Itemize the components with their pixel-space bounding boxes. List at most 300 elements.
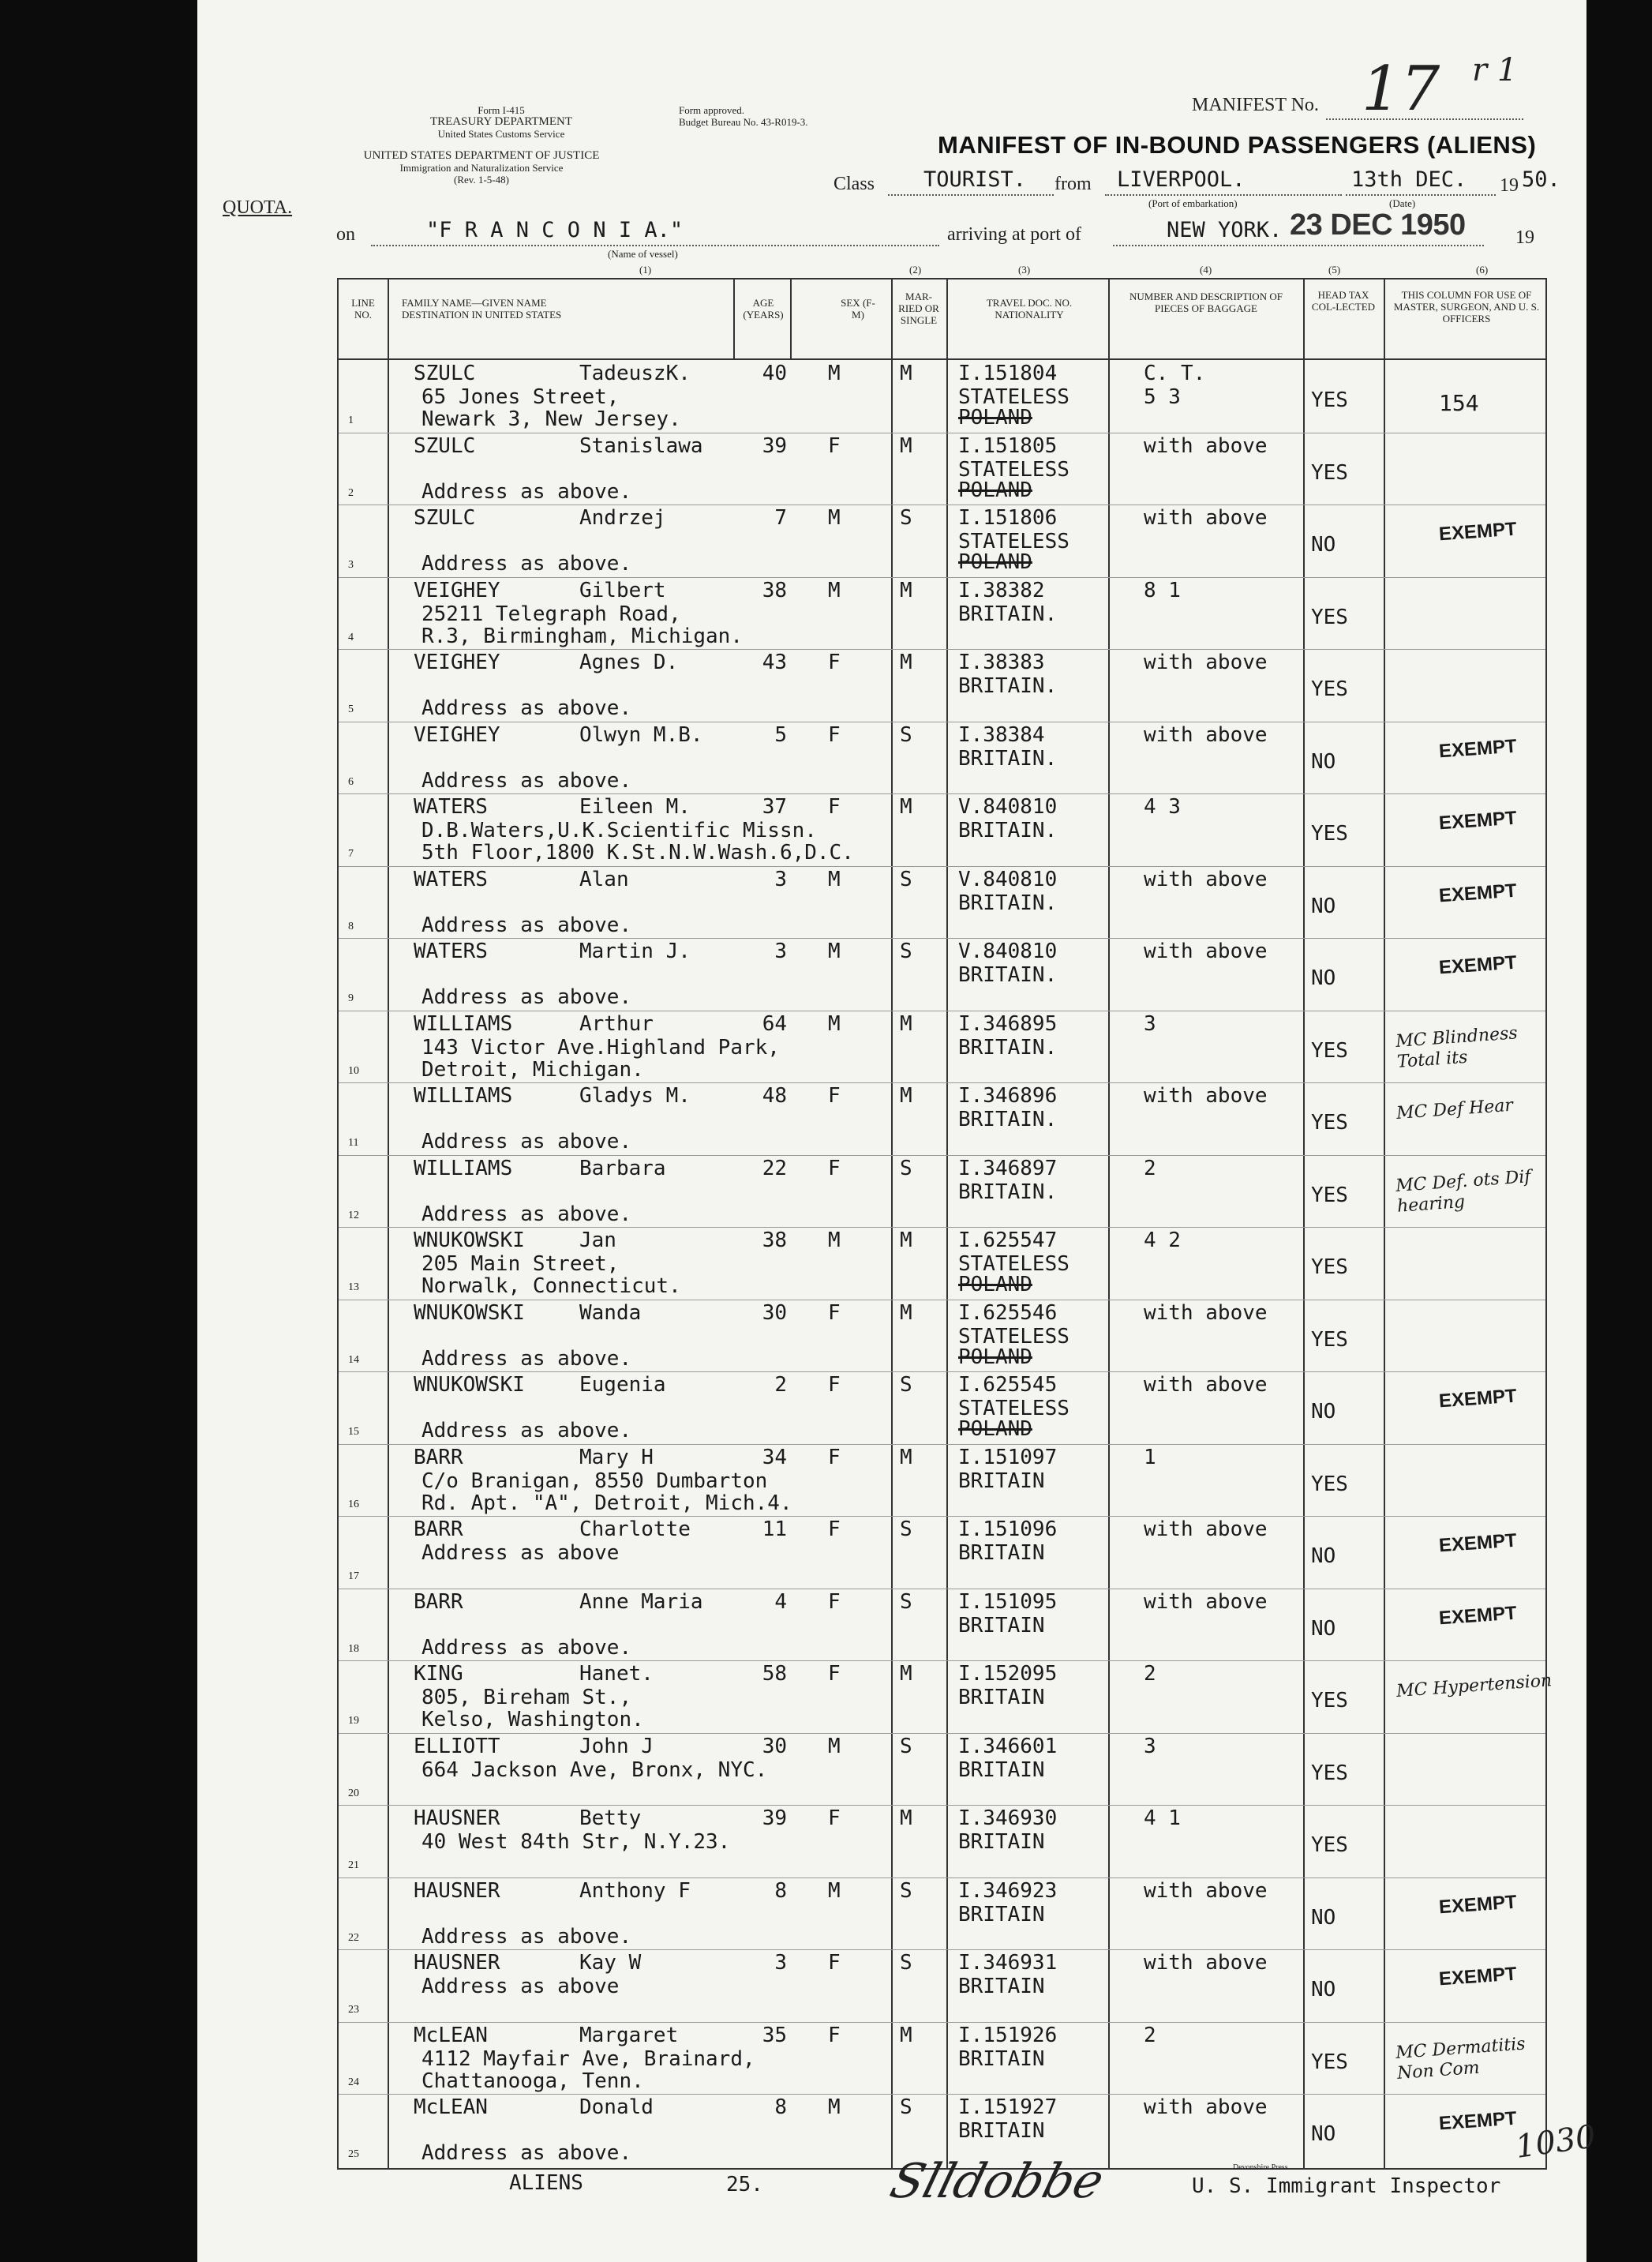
given-name: John J — [579, 1734, 654, 1758]
family-name: ELLIOTT — [414, 1734, 500, 1758]
head-tax: YES — [1311, 605, 1348, 629]
nationality: BRITAIN — [958, 1469, 1045, 1493]
baggage: with above — [1144, 1300, 1268, 1325]
form-block: Form I-415 TREASURY DEPARTMENT United States Customs Service — [429, 104, 573, 140]
age: 48 — [762, 1084, 787, 1108]
marital-status: M — [900, 1806, 912, 1830]
given-name: Alan — [579, 867, 629, 891]
travel-doc-number: I.346930 — [958, 1806, 1058, 1830]
nationality: BRITAIN — [958, 2119, 1045, 2143]
baggage: with above — [1144, 2095, 1268, 2119]
head-tax: YES — [1311, 677, 1348, 701]
marital-status: M — [900, 1229, 912, 1252]
age: 30 — [762, 1734, 787, 1758]
marital-status: S — [900, 940, 912, 963]
destination-line-1: 205 Main Street, — [421, 1252, 620, 1276]
travel-doc-number: V.840810 — [958, 867, 1058, 891]
sex: M — [828, 1229, 841, 1252]
struck-nationality: POLAND — [958, 478, 1032, 502]
officer-note: EXEMPT — [1438, 735, 1518, 762]
given-name: Jan — [579, 1229, 616, 1252]
nationality: BRITAIN — [958, 1975, 1045, 1998]
line-number: 12 — [348, 1209, 359, 1221]
port-of-embarkation: LIVERPOOL. — [1117, 167, 1246, 192]
destination-line-1: Address as above — [421, 1541, 620, 1565]
given-name: Betty — [579, 1806, 642, 1830]
arrival-year-prefix: 19 — [1515, 227, 1534, 248]
column-number: (1) — [639, 264, 652, 276]
column-number: (3) — [1018, 264, 1031, 276]
marital-status: S — [900, 1951, 912, 1975]
destination-line-2: Rd. Apt. "A", Detroit, Mich.4. — [421, 1491, 792, 1515]
class-value: TOURIST. — [923, 167, 1027, 192]
struck-nationality: POLAND — [958, 1345, 1032, 1369]
sex: M — [828, 2095, 841, 2119]
marital-status: S — [900, 867, 912, 891]
inspector-signature: Slldobbe — [884, 2154, 1110, 2209]
given-name: Gladys M. — [579, 1084, 691, 1108]
family-name: KING — [414, 1662, 463, 1686]
head-tax: NO — [1311, 1905, 1336, 1930]
baggage: with above — [1144, 1517, 1268, 1541]
port-caption: (Port of embarkation) — [1148, 197, 1238, 209]
marital-status: S — [900, 506, 912, 530]
baggage: with above — [1144, 940, 1268, 963]
year-prefix: 19 — [1500, 175, 1519, 196]
family-name: WILLIAMS — [414, 1084, 513, 1108]
passenger-table — [337, 278, 1553, 2170]
travel-doc-number: I.346895 — [958, 1011, 1058, 1036]
head-tax: YES — [1311, 1472, 1348, 1496]
baggage: 4 3 — [1144, 795, 1181, 819]
travel-doc-number: I.151097 — [958, 1445, 1058, 1469]
officer-note: EXEMPT — [1438, 1529, 1518, 1557]
baggage: 3 — [1144, 1734, 1156, 1758]
sex: M — [828, 867, 841, 891]
age: 30 — [762, 1300, 787, 1325]
travel-doc-number: V.840810 — [958, 795, 1058, 819]
sex: M — [828, 1734, 841, 1758]
sex: F — [828, 651, 841, 674]
age: 11 — [762, 1517, 787, 1541]
marital-status: M — [900, 1300, 912, 1325]
destination-line-2: Address as above. — [421, 696, 632, 720]
age: 35 — [762, 2023, 787, 2047]
destination-line-2: Address as above. — [421, 985, 632, 1009]
travel-doc-number: I.152095 — [958, 1662, 1058, 1686]
destination-line-1: 4112 Mayfair Ave, Brainard, — [421, 2046, 755, 2071]
destination-line-2: Address as above. — [421, 1924, 632, 1949]
col-sex: SEX (F-M) — [841, 297, 875, 321]
marital-status: S — [900, 1517, 912, 1541]
travel-doc-number: I.625547 — [958, 1229, 1058, 1252]
head-tax: YES — [1311, 1111, 1348, 1135]
sex: F — [828, 2023, 841, 2047]
head-tax: YES — [1311, 2050, 1348, 2074]
line-number: 10 — [348, 1064, 359, 1077]
sex: F — [828, 1517, 841, 1541]
head-tax: NO — [1311, 1400, 1336, 1424]
travel-doc-number: I.346923 — [958, 1878, 1058, 1903]
sex: M — [828, 506, 841, 530]
corner-number: 1030 — [1513, 2118, 1598, 2166]
line-number: 25 — [348, 2148, 359, 2160]
family-name: WILLIAMS — [414, 1156, 513, 1180]
given-name: Gilbert — [579, 578, 666, 602]
marital-status: S — [900, 1373, 912, 1397]
age: 5 — [774, 722, 787, 747]
baggage: C. T. — [1144, 362, 1206, 385]
line-number: 3 — [348, 559, 354, 571]
marital-status: S — [900, 722, 912, 747]
head-tax: NO — [1311, 749, 1336, 774]
nationality: STATELESS — [958, 530, 1069, 553]
vessel-name: "F R A N C O N I A." — [426, 218, 684, 242]
marital-status: M — [900, 795, 912, 819]
line-number: 23 — [348, 2004, 359, 2016]
line-number: 8 — [348, 920, 354, 932]
destination-line-2: Norwalk, Connecticut. — [421, 1274, 681, 1298]
family-name: BARR — [414, 1445, 463, 1469]
head-tax: NO — [1311, 1616, 1336, 1641]
given-name: Martin J. — [579, 940, 691, 963]
baggage: with above — [1144, 651, 1268, 674]
age: 3 — [774, 1951, 787, 1975]
nationality: BRITAIN. — [958, 1180, 1058, 1204]
age: 38 — [762, 1229, 787, 1252]
age: 39 — [762, 1806, 787, 1830]
sex: M — [828, 940, 841, 963]
family-name: WNUKOWSKI — [414, 1373, 525, 1397]
officer-note: EXEMPT — [1438, 1891, 1518, 1918]
given-name: Donald — [579, 2095, 654, 2119]
line-number: 18 — [348, 1642, 359, 1655]
given-name: Anthony F — [579, 1878, 691, 1903]
travel-doc-number: I.625546 — [958, 1300, 1058, 1325]
nationality: BRITAIN. — [958, 963, 1058, 987]
age: 8 — [774, 2095, 787, 2119]
given-name: Kay W — [579, 1951, 642, 1975]
travel-doc-number: I.151095 — [958, 1589, 1058, 1614]
travel-doc-number: I.346896 — [958, 1084, 1058, 1108]
given-name: Arthur — [579, 1011, 654, 1036]
arrival-port: NEW YORK. — [1167, 218, 1283, 242]
marital-status: S — [900, 1589, 912, 1614]
marital-status: S — [900, 1156, 912, 1180]
aliens-label: ALIENS — [509, 2171, 583, 2195]
age: 39 — [762, 433, 787, 458]
line-number: 16 — [348, 1498, 359, 1510]
officer-note: EXEMPT — [1438, 518, 1518, 546]
age: 58 — [762, 1662, 787, 1686]
line-number: 1 — [348, 415, 354, 426]
line-number: 11 — [348, 1137, 359, 1149]
family-name: SZULC — [414, 362, 476, 385]
sex: F — [828, 795, 841, 819]
sex: F — [828, 1084, 841, 1108]
on-label: on — [336, 224, 355, 245]
baggage: with above — [1144, 506, 1268, 530]
destination-line-2: Chattanooga, Tenn. — [421, 2069, 644, 2093]
head-tax: YES — [1311, 388, 1348, 412]
given-name: Wanda — [579, 1300, 642, 1325]
sex: F — [828, 433, 841, 458]
given-name: TadeuszK. — [579, 362, 691, 385]
travel-doc-number: I.38384 — [958, 722, 1045, 747]
destination-line-2: Newark 3, New Jersey. — [421, 407, 681, 431]
baggage: with above — [1144, 1373, 1268, 1397]
age: 8 — [774, 1878, 787, 1903]
family-name: BARR — [414, 1517, 463, 1541]
officer-note: EXEMPT — [1438, 1602, 1518, 1629]
col-name: FAMILY NAME—GIVEN NAME DESTINATION IN UNITED STATES — [402, 297, 562, 321]
column-number: (6) — [1476, 264, 1489, 276]
head-tax: YES — [1311, 1038, 1348, 1063]
family-name: McLEAN — [414, 2023, 488, 2047]
officer-note: EXEMPT — [1438, 807, 1518, 835]
travel-doc-number: I.346931 — [958, 1951, 1058, 1975]
marital-status: M — [900, 1011, 912, 1036]
line-number: 19 — [348, 1715, 359, 1727]
destination-line-1: 25211 Telegraph Road, — [421, 602, 681, 626]
officer-note: 154 — [1439, 390, 1479, 416]
age: 34 — [762, 1445, 787, 1469]
column-number: (4) — [1200, 264, 1212, 276]
destination-line-2: Address as above. — [421, 1202, 632, 1226]
destination-line-2: Address as above. — [421, 913, 632, 937]
sex: F — [828, 1589, 841, 1614]
col-travel-doc: TRAVEL DOC. NO. NATIONALITY — [986, 297, 1073, 321]
head-tax: NO — [1311, 1544, 1336, 1568]
nationality: STATELESS — [958, 385, 1069, 409]
marital-status: M — [900, 362, 912, 385]
family-name: HAUSNER — [414, 1951, 500, 1975]
travel-doc-number: I.151806 — [958, 506, 1058, 530]
arrival-date-stamp: 23 DEC 1950 — [1290, 208, 1466, 242]
marital-status: S — [900, 2095, 912, 2119]
sex: M — [828, 362, 841, 385]
baggage: with above — [1144, 1589, 1268, 1614]
travel-doc-number: I.151805 — [958, 433, 1058, 458]
approval-block: Form approved. Budget Bureau No. 43-R019-3. — [679, 104, 808, 128]
struck-nationality: POLAND — [958, 1273, 1032, 1296]
column-number: (5) — [1328, 264, 1341, 276]
nationality: STATELESS — [958, 1252, 1069, 1276]
line-number: 20 — [348, 1787, 359, 1799]
family-name: HAUSNER — [414, 1806, 500, 1830]
age: 3 — [774, 940, 787, 963]
travel-doc-number: I.151096 — [958, 1517, 1058, 1541]
nationality: BRITAIN — [958, 1830, 1045, 1854]
marital-status: M — [900, 1662, 912, 1686]
embarkation-date: 13th DEC. — [1351, 167, 1467, 192]
column-number: (2) — [909, 264, 922, 276]
destination-line-1: 664 Jackson Ave, Bronx, NYC. — [421, 1757, 768, 1782]
head-tax: YES — [1311, 822, 1348, 846]
destination-line-2: Address as above. — [421, 1635, 632, 1660]
baggage: with above — [1144, 1951, 1268, 1975]
destination-line-2: Address as above. — [421, 479, 632, 504]
justice-block: UNITED STATES DEPARTMENT OF JUSTICE Immigration and Naturalization Service (Rev. 1-5-48) — [363, 149, 600, 186]
nationality: BRITAIN — [958, 1541, 1045, 1565]
col-officers: THIS COLUMN FOR USE OF MASTER, SURGEON, AND U. S. OFFICERS — [1393, 289, 1540, 324]
manifest-title: MANIFEST OF IN-BOUND PASSENGERS (ALIENS) — [938, 131, 1537, 159]
family-name: HAUSNER — [414, 1878, 500, 1903]
destination-line-2: Address as above. — [421, 2141, 632, 2165]
from-label: from — [1055, 174, 1092, 194]
given-name: Eileen M. — [579, 795, 691, 819]
age: 40 — [762, 362, 787, 385]
quota-label: QUOTA. — [223, 197, 293, 218]
date-caption: (Date) — [1389, 197, 1416, 209]
sex: F — [828, 1445, 841, 1469]
travel-doc-number: I.151804 — [958, 362, 1058, 385]
age: 38 — [762, 578, 787, 602]
given-name: Barbara — [579, 1156, 666, 1180]
col-head-tax: HEAD TAX COL-LECTED — [1311, 289, 1376, 313]
officer-note: EXEMPT — [1438, 1385, 1518, 1412]
sex: M — [828, 1011, 841, 1036]
family-name: WNUKOWSKI — [414, 1229, 525, 1252]
baggage: with above — [1144, 722, 1268, 747]
baggage: with above — [1144, 1084, 1268, 1108]
marital-status: M — [900, 2023, 912, 2047]
manifest-number: 17 — [1362, 54, 1440, 125]
officer-note: EXEMPT — [1438, 880, 1518, 906]
sex: F — [828, 1662, 841, 1686]
destination-line-1: 40 West 84th Str, N.Y.23. — [421, 1830, 731, 1854]
travel-doc-number: I.38382 — [958, 578, 1045, 602]
destination-line-2: Address as above. — [421, 552, 632, 576]
nationality: BRITAIN. — [958, 1035, 1058, 1060]
sex: F — [828, 1300, 841, 1325]
destination-line-1: 143 Victor Ave.Highland Park, — [421, 1035, 780, 1060]
baggage: with above — [1144, 867, 1268, 891]
corner-marks: r 1 — [1472, 52, 1518, 88]
line-number: 24 — [348, 2076, 359, 2088]
family-name: WATERS — [414, 940, 488, 963]
baggage: 4 2 — [1144, 1229, 1181, 1252]
travel-doc-number: I.346897 — [958, 1156, 1058, 1180]
given-name: Charlotte — [579, 1517, 691, 1541]
destination-line-2: Address as above. — [421, 1346, 632, 1371]
officer-note: MC Dermatitis Non Com — [1395, 2034, 1527, 2084]
destination-line-1: 65 Jones Street, — [421, 385, 620, 409]
destination-line-2: R.3, Birmingham, Michigan. — [421, 624, 743, 648]
age: 43 — [762, 651, 787, 674]
line-number: 13 — [348, 1281, 359, 1293]
destination-line-2: Detroit, Michigan. — [421, 1057, 644, 1082]
destination-line-1: D.B.Waters,U.K.Scientific Missn. — [421, 819, 817, 842]
aliens-count: 25. — [726, 2173, 763, 2196]
baggage: 1 — [1144, 1445, 1156, 1469]
line-number: 21 — [348, 1859, 359, 1871]
nationality: BRITAIN — [958, 1902, 1045, 1926]
given-name: Olwyn M.B. — [579, 722, 703, 747]
head-tax: YES — [1311, 460, 1348, 485]
destination-line-2: Address as above. — [421, 768, 632, 793]
line-number: 4 — [348, 631, 354, 643]
family-name: McLEAN — [414, 2095, 488, 2119]
travel-doc-number: I.38383 — [958, 651, 1045, 674]
head-tax: YES — [1311, 1689, 1348, 1712]
baggage-count: 5 3 — [1144, 385, 1181, 409]
head-tax: NO — [1311, 894, 1336, 918]
line-number: 5 — [348, 703, 354, 715]
baggage: with above — [1144, 433, 1268, 458]
baggage: 2 — [1144, 1662, 1156, 1686]
officer-note: EXEMPT — [1438, 1963, 1518, 1990]
family-name: SZULC — [414, 433, 476, 458]
nationality: STATELESS — [958, 1397, 1069, 1420]
baggage: 2 — [1144, 2023, 1156, 2047]
age: 2 — [774, 1373, 787, 1397]
family-name: WILLIAMS — [414, 1011, 513, 1036]
travel-doc-number: I.151926 — [958, 2023, 1058, 2047]
family-name: VEIGHEY — [414, 651, 500, 674]
sex: F — [828, 1951, 841, 1975]
given-name: Anne Maria — [579, 1589, 703, 1614]
struck-nationality: POLAND — [958, 1417, 1032, 1441]
travel-doc-number: I.346601 — [958, 1734, 1058, 1758]
sex: M — [828, 578, 841, 602]
given-name: Eugenia — [579, 1373, 666, 1397]
age: 64 — [762, 1011, 787, 1036]
destination-line-2: Address as above. — [421, 1130, 632, 1154]
given-name: Agnes D. — [579, 651, 679, 674]
line-number: 9 — [348, 992, 354, 1004]
line-number: 14 — [348, 1353, 359, 1366]
travel-doc-number: V.840810 — [958, 940, 1058, 963]
given-name: Hanet. — [579, 1662, 654, 1686]
col-baggage: NUMBER AND DESCRIPTION OF PIECES OF BAGGAGE — [1129, 291, 1283, 314]
printer-note: Devonshire Press — [1233, 2163, 1288, 2172]
destination-line-1: C/o Branigan, 8550 Dumbarton — [421, 1469, 768, 1493]
class-label: Class — [833, 174, 875, 194]
head-tax: YES — [1311, 1183, 1348, 1207]
head-tax: NO — [1311, 966, 1336, 990]
line-number: 2 — [348, 486, 354, 499]
given-name: Stanislawa — [579, 433, 703, 458]
marital-status: M — [900, 433, 912, 458]
travel-doc-number: I.625545 — [958, 1373, 1058, 1397]
manifest-no-label: MANIFEST No. — [1192, 95, 1319, 115]
family-name: SZULC — [414, 506, 476, 530]
nationality: BRITAIN — [958, 1757, 1045, 1782]
nationality: STATELESS — [958, 1324, 1069, 1349]
nationality: BRITAIN. — [958, 1108, 1058, 1131]
line-number: 15 — [348, 1426, 359, 1438]
col-married: MAR-RIED OR SINGLE — [898, 291, 939, 326]
marital-status: M — [900, 651, 912, 674]
arriving-label: arriving at port of — [947, 224, 1081, 245]
age: 37 — [762, 795, 787, 819]
head-tax: YES — [1311, 1327, 1348, 1352]
head-tax: YES — [1311, 1833, 1348, 1857]
given-name: Andrzej — [579, 506, 666, 530]
head-tax: YES — [1311, 1761, 1348, 1785]
nationality: BRITAIN — [958, 2046, 1045, 2071]
marital-status: M — [900, 1445, 912, 1469]
destination-line-1: Address as above — [421, 1975, 620, 1998]
sex: F — [828, 722, 841, 747]
year-value: 50. — [1522, 167, 1560, 192]
baggage: with above — [1144, 1878, 1268, 1903]
head-tax: NO — [1311, 2122, 1336, 2146]
inspector-label: U. S. Immigrant Inspector — [1192, 2174, 1501, 2198]
age: 4 — [774, 1589, 787, 1614]
head-tax: YES — [1311, 1255, 1348, 1279]
